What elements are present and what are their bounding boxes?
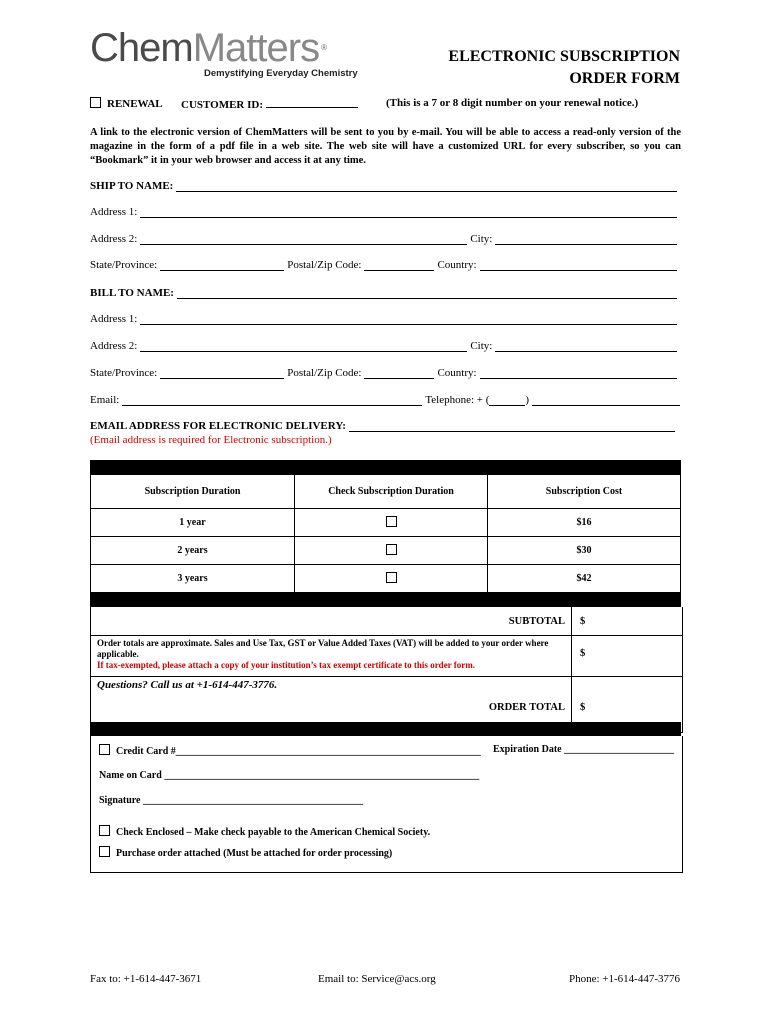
- ship-city-label: City:: [470, 233, 493, 245]
- check-enclosed-label: Check Enclosed – Make check payable to the American Chemical Society.: [116, 827, 431, 838]
- bill-country-field[interactable]: [480, 368, 677, 379]
- ship-name-field[interactable]: [176, 181, 677, 192]
- table-row: [91, 509, 681, 537]
- header-cost: Subscription Cost: [488, 475, 681, 509]
- footer-phone: Phone: +1-614-447-3776: [569, 973, 680, 985]
- checkbox-1-year[interactable]: [386, 516, 397, 527]
- purchase-order-row: [99, 846, 392, 859]
- tax-value[interactable]: $: [580, 648, 586, 659]
- electronic-email-note: (Email address is required for Electronic subscription.): [90, 434, 332, 446]
- ship-country-label: Country:: [437, 259, 477, 271]
- check-cell-3-years: [295, 565, 488, 593]
- duration-2-years: 2 years: [91, 537, 295, 565]
- subtotal-value[interactable]: $: [580, 616, 586, 627]
- electronic-email-label: EMAIL ADDRESS FOR ELECTRONIC DELIVERY:: [90, 420, 346, 432]
- bill-state-row: [90, 367, 680, 379]
- order-total-label: ORDER TOTAL: [91, 697, 572, 732]
- bill-address2-row: [90, 340, 680, 352]
- customer-id-row: [181, 97, 358, 111]
- ship-address1-row: [90, 206, 680, 218]
- bill-email-field[interactable]: [122, 395, 422, 406]
- subtotal-label: SUBTOTAL: [91, 607, 572, 635]
- credit-card-row: [99, 744, 481, 757]
- electronic-email-row: [90, 420, 678, 432]
- chemmatters-logo: [90, 28, 370, 79]
- bill-postal-field[interactable]: [364, 368, 434, 379]
- payment-top-bar: [90, 722, 681, 736]
- purchase-order-label: Purchase order attached (Must be attached for order processing): [116, 848, 393, 859]
- bill-name-label: BILL TO NAME:: [90, 287, 174, 299]
- bill-email-row: [90, 394, 680, 406]
- questions-empty-cell: [572, 677, 682, 697]
- ship-address2-label: Address 2:: [90, 233, 138, 245]
- header-duration: Subscription Duration: [91, 475, 295, 509]
- ship-address2-field[interactable]: [140, 234, 467, 245]
- tax-exempt-note: If tax-exempted, please attach a copy of your institution’s tax exempt certificate to this order form.: [97, 660, 476, 670]
- tax-note: Order totals are approximate. Sales and Use Tax, GST or Value Added Taxes (VAT) will be added to your order where applicable.: [97, 638, 549, 659]
- totals-section: [90, 607, 683, 733]
- credit-card-field[interactable]: Credit Card #_____________________________________________________________: [116, 746, 481, 757]
- customer-id-note: (This is a 7 or 8 digit number on your renewal notice.): [386, 97, 639, 109]
- bill-telephone-area-field[interactable]: [489, 395, 525, 406]
- credit-card-checkbox[interactable]: [99, 744, 110, 755]
- ship-address1-label: Address 1:: [90, 206, 138, 218]
- duration-3-years: 3 years: [91, 565, 295, 593]
- bill-telephone-label: Telephone: + (: [425, 394, 490, 406]
- signature-field[interactable]: Signature ____________________________________________: [99, 795, 363, 806]
- questions-row: [91, 676, 682, 697]
- table-top-bar: [90, 460, 681, 474]
- checkbox-3-years[interactable]: [386, 572, 397, 583]
- bill-name-field[interactable]: [177, 288, 677, 299]
- logo-chem: Chem: [90, 26, 193, 70]
- checkbox-2-years[interactable]: [386, 544, 397, 555]
- subtotal-row: [91, 607, 682, 635]
- check-enclosed-row: [99, 825, 430, 838]
- form-title-line2: ORDER FORM: [569, 70, 680, 87]
- logo-tagline: Demystifying Everyday Chemistry: [204, 68, 358, 79]
- bill-address2-field[interactable]: [140, 341, 467, 352]
- ship-country-field[interactable]: [480, 260, 677, 271]
- name-on-card-field[interactable]: Name on Card _______________________________________________________________: [99, 770, 480, 781]
- cost-2-years: $30: [488, 537, 681, 565]
- bill-email-label: Email:: [90, 394, 120, 406]
- bill-postal-label: Postal/Zip Code:: [287, 367, 362, 379]
- customer-id-label: CUSTOMER ID:: [181, 99, 264, 111]
- logo-trademark: ®: [321, 43, 326, 52]
- payment-section: [90, 736, 683, 873]
- table-middle-bar: [90, 593, 681, 607]
- table-header-row: [91, 475, 681, 509]
- ship-name-label: SHIP TO NAME:: [90, 180, 174, 192]
- bill-telephone-close: ): [525, 394, 530, 406]
- duration-1-year: 1 year: [91, 509, 295, 537]
- cost-1-year: $16: [488, 509, 681, 537]
- ship-name-row: [90, 180, 680, 192]
- footer-email: Email to: Service@acs.org: [318, 973, 436, 985]
- customer-id-field[interactable]: [266, 97, 358, 108]
- logo-matters: Matters: [192, 26, 320, 70]
- bill-telephone-field[interactable]: [532, 395, 680, 406]
- bill-city-label: City:: [470, 340, 493, 352]
- purchase-order-checkbox[interactable]: [99, 846, 110, 857]
- form-title: [448, 46, 680, 90]
- check-cell-1-year: [295, 509, 488, 537]
- ship-city-field[interactable]: [495, 234, 677, 245]
- bill-address1-field[interactable]: [140, 314, 677, 325]
- bill-name-row: [90, 287, 680, 299]
- bill-address1-label: Address 1:: [90, 313, 138, 325]
- header-check: Check Subscription Duration: [295, 475, 488, 509]
- check-enclosed-checkbox[interactable]: [99, 825, 110, 836]
- renewal-checkbox[interactable]: [90, 97, 101, 108]
- table-row: [91, 565, 681, 593]
- ship-state-label: State/Province:: [90, 259, 158, 271]
- ship-state-field[interactable]: [160, 260, 284, 271]
- order-total-value[interactable]: $: [580, 702, 586, 713]
- questions-text: Questions? Call us at +1-614-447-3776.: [91, 677, 572, 697]
- check-cell-2-years: [295, 537, 488, 565]
- bill-country-label: Country:: [437, 367, 477, 379]
- bill-address2-label: Address 2:: [90, 340, 138, 352]
- ship-state-row: [90, 259, 680, 271]
- cost-3-years: $42: [488, 565, 681, 593]
- table-row: [91, 537, 681, 565]
- bill-state-field[interactable]: [160, 368, 284, 379]
- bill-city-field[interactable]: [495, 341, 677, 352]
- form-title-line1: ELECTRONIC SUBSCRIPTION: [448, 48, 680, 65]
- bill-state-label: State/Province:: [90, 367, 158, 379]
- ship-postal-label: Postal/Zip Code:: [287, 259, 362, 271]
- bill-address1-row: [90, 313, 680, 325]
- expiration-date-field[interactable]: Expiration Date ______________________: [493, 744, 675, 755]
- footer-fax: Fax to: +1-614-447-3671: [90, 973, 202, 985]
- renewal-row: [90, 97, 163, 110]
- tax-notes: [91, 636, 572, 676]
- electronic-email-field[interactable]: [349, 421, 675, 432]
- renewal-label: RENEWAL: [107, 98, 163, 110]
- intro-paragraph: A link to the electronic version of ChemMatters will be sent to you by e-mail. You will be able to access a read-only version of the magazine in the form of a pdf file in a web site. The web site will have a customized URL for every subscriber, so you can “Bookmark” it in your web browser and access it at any time.: [90, 127, 681, 166]
- subscription-table: [90, 474, 681, 593]
- ship-address2-row: [90, 233, 680, 245]
- ship-address1-field[interactable]: [140, 207, 677, 218]
- ship-postal-field[interactable]: [364, 260, 434, 271]
- tax-row: [91, 635, 682, 676]
